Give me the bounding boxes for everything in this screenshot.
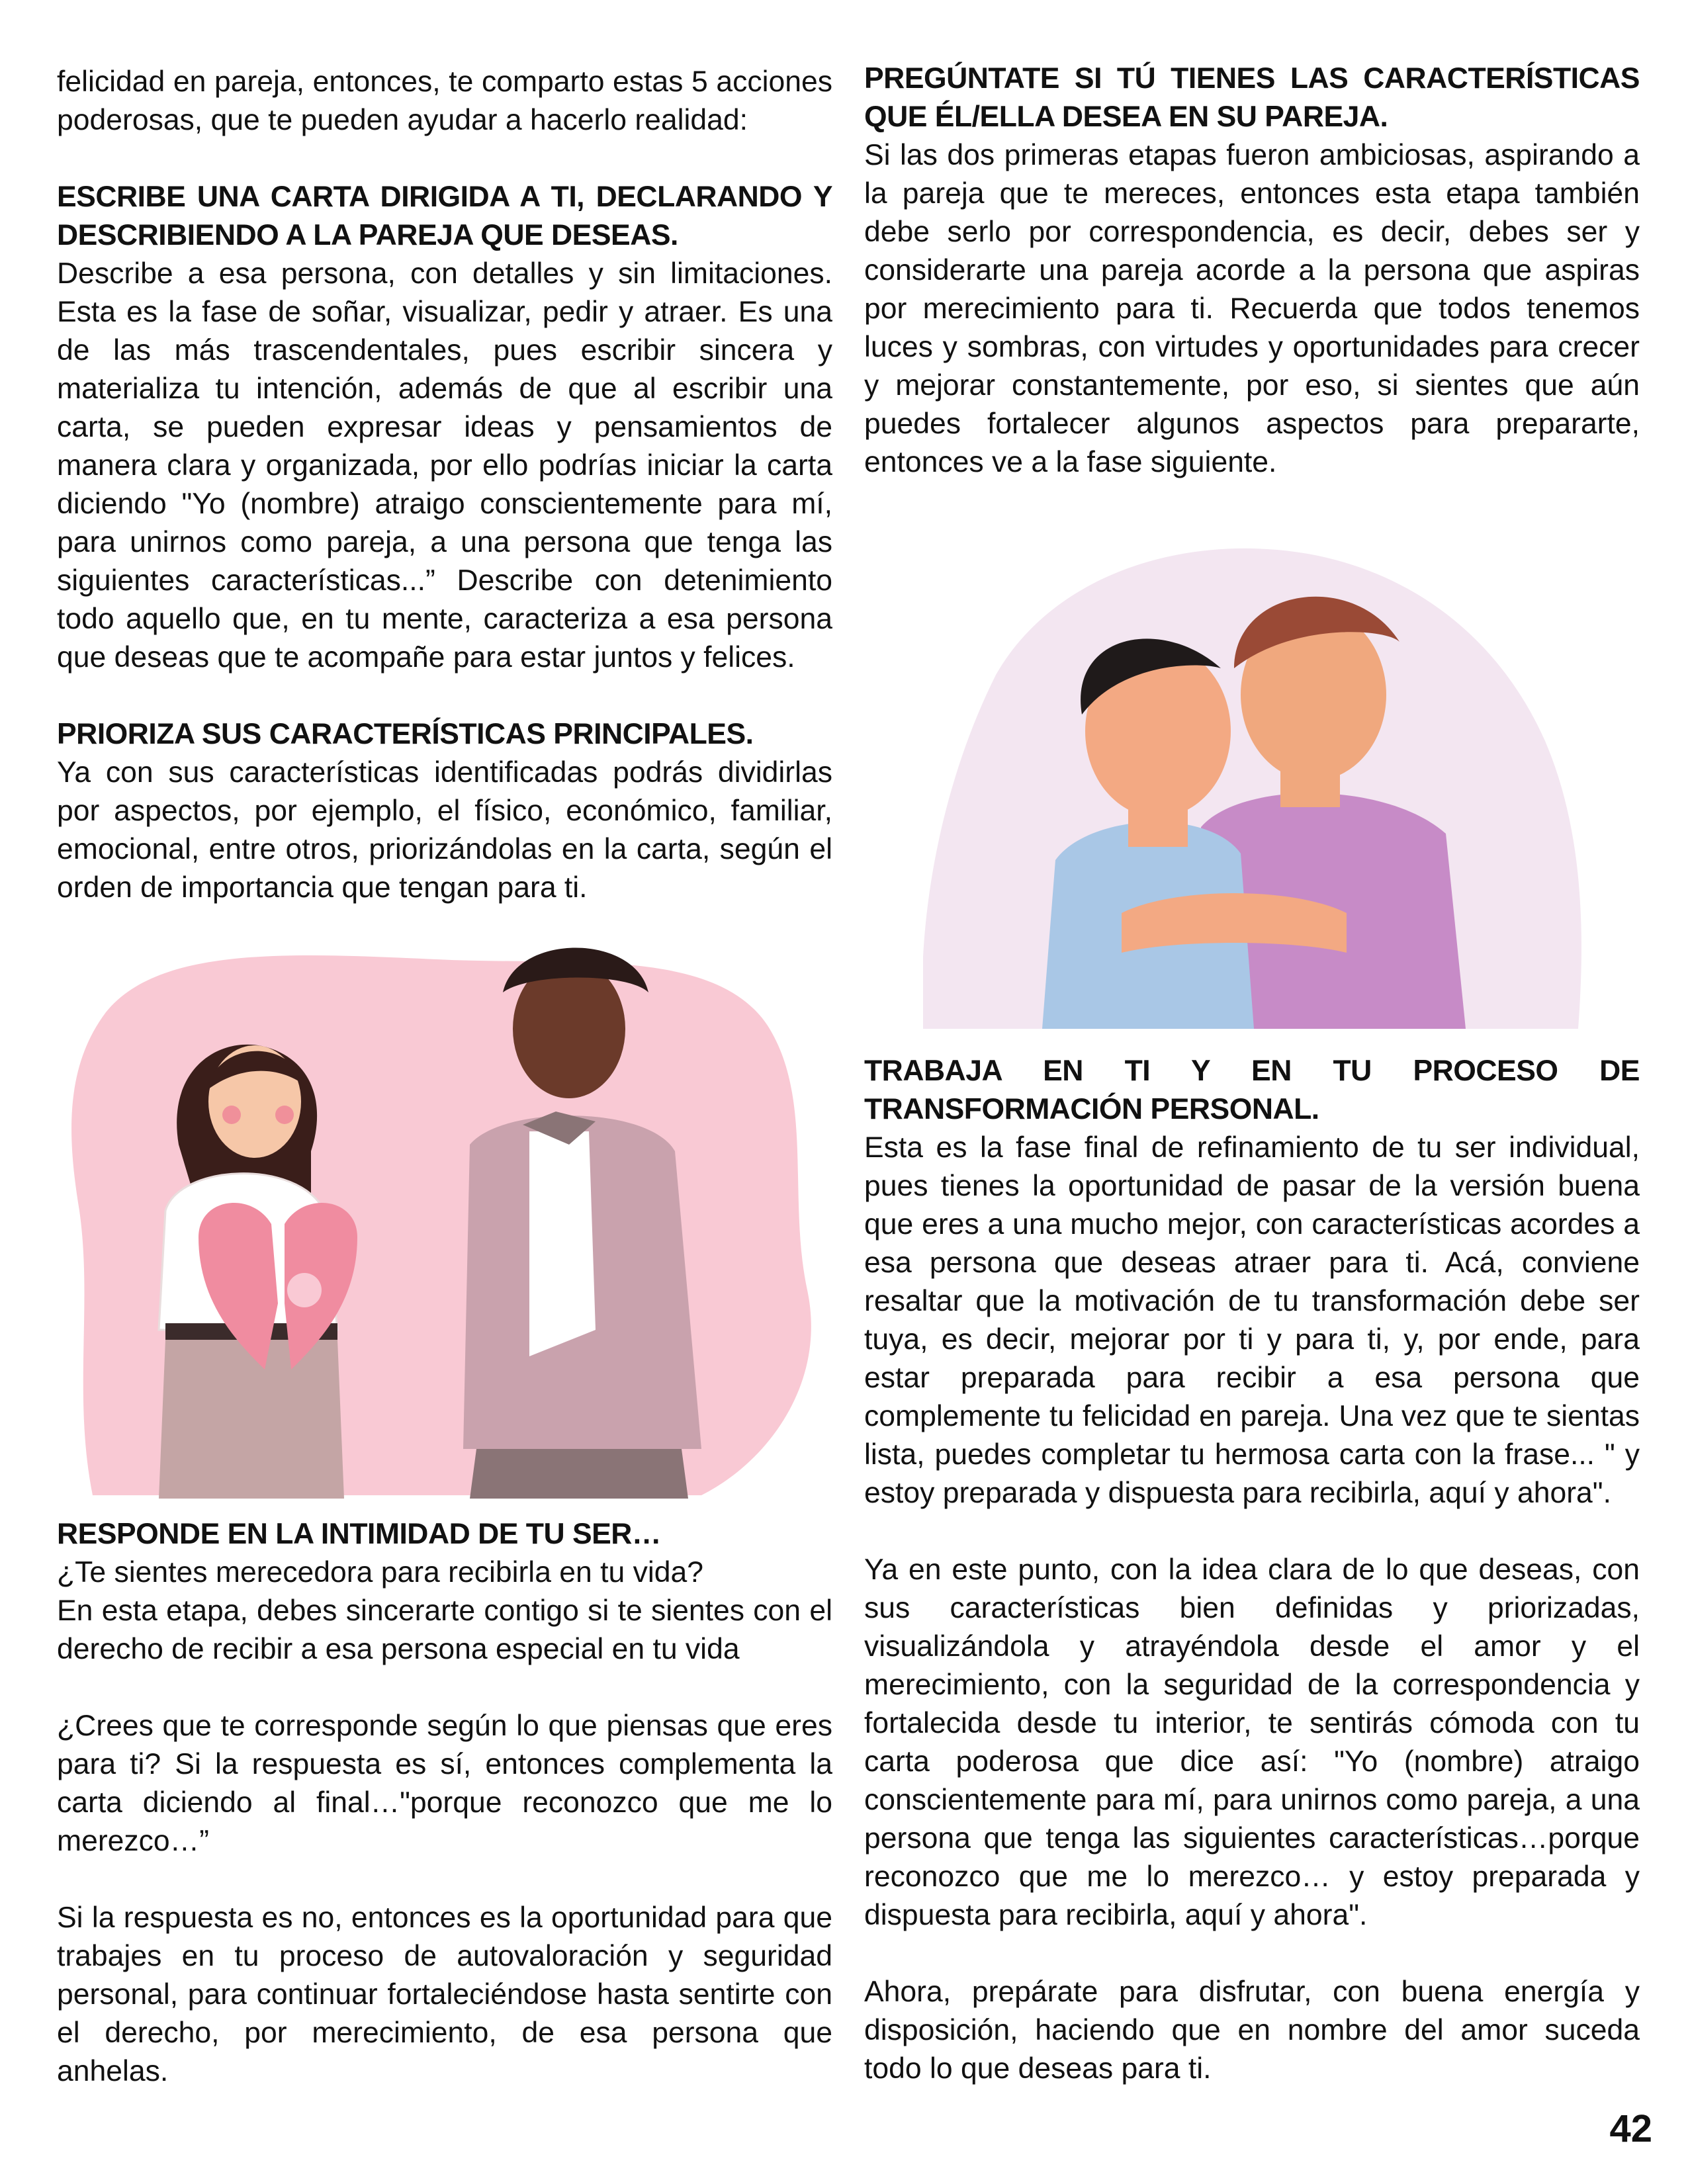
section-3-question: ¿Te sientes merecedora para recibirla en tu vida? [57,1556,704,1589]
couple-hug-illustration [923,543,1591,1029]
section-5-heading: TRABAJA EN TI Y EN TU PROCESO DE TRANSFORMACIÓN PERSONAL. [864,1055,1640,1125]
section-1-body: Describe a esa persona, con detalles y sin limitaciones. Esta es la fase de soñar, visualizar, pedir y atraer. Es una de las más trascendentales, pues escribir sincera y materializa tu intención, además de que al escribir una carta, se pueden expresar ideas y pensamientos de manera clara y organizada, por ello podrías iniciar la carta diciendo "Yo (nombre) atraigo conscientemente para mí, para unirnos como pareja, a una persona que tenga las siguientes características...” Describe con detenimiento todo aquello que, en tu mente, caracteriza a esa persona que deseas que te acompañe para estar juntos y felices. [57,257,832,674]
section-5-body: Esta es la fase final de refinamiento de tu ser individual, pues tienes la oportunidad de pasar de la versión buena que eres a una mucho mejor, con características acordes a esa persona que deseas atraer para ti. Acá, conviene resaltar que la motivación de tu transformación debe ser tuya, es decir, mejorar por ti y para ti, y, por ende, para estar preparada para recibir a esa persona que complemente tu felicidad en pareja. Una vez que te sientas lista, puedes completar tu hermosa carta con la frase... " y estoy preparada y dispuesta para recibirla, aquí y ahora". [864,1131,1640,1509]
right-column-lower [864,1052,1640,2088]
section-4-body: Si las dos primeras etapas fueron ambiciosas, aspirando a la pareja que te mereces, entonces esta etapa también debe serlo por correspondencia, es decir, debes ser y considerarte una pareja acorde a la persona que aspiras por merecimiento para ti. Recuerda que todos tenemos luces y sombras, con virtudes y oportunidades para crecer y mejorar constantemente, por eso, si sientes que aún puedes fortalecer algunos aspectos para prepararte, entonces ve a la fase siguiente. [864,139,1640,478]
section-4-heading: PREGÚNTATE SI TÚ TIENES LAS CARACTERÍSTICAS QUE ÉL/ELLA DESEA EN SU PAREJA. [864,62,1640,133]
left-column [57,63,832,907]
intro-paragraph: felicidad en pareja, entonces, te comparto estas 5 acciones poderosas, que te pueden ayudar a hacerlo realidad: [57,66,832,136]
page-number: 42 [1609,2107,1652,2150]
section-3-paragraph-1: En esta etapa, debes sincerarte contigo si te sientes con el derecho de recibir a esa persona especial en tu vida [57,1594,832,1665]
section-3-paragraph-3: Si la respuesta es no, entonces es la oportunidad para que trabajes en tu proceso de autovaloración y seguridad personal, para continuar fortaleciéndose hasta sentirte con el derecho, por merecimiento, de esa persona que anhelas. [57,1901,832,2087]
final-paragraph-2: Ahora, prepárate para disfrutar, con buena energía y disposición, haciendo que en nombre del amor suceda todo lo que deseas para ti. [864,1976,1640,2085]
couple-puzzle-heart-illustration [66,933,834,1499]
section-3-heading: RESPONDE EN LA INTIMIDAD DE TU SER… [57,1518,661,1550]
final-paragraph-1: Ya en este punto, con la idea clara de lo que deseas, con sus características bien definidas y priorizadas, visualizándola y atrayéndola desde el amor y el merecimiento, con la seguridad de la correspondencia y fortalecida desde tu interior, te sentirás cómoda con tu carta poderosa que dice así: "Yo (nombre) atraigo conscientemente para mí, para unirnos como pareja, a una persona que tenga las siguientes características…porque reconozco que me lo merezco… y estoy preparada y dispuesta para recibirla, aquí y ahora". [864,1553,1640,1931]
section-3-paragraph-2: ¿Crees que te corresponde según lo que piensas que eres para ti? Si la respuesta es sí, entonces complementa la carta diciendo al final…"porque reconozco que me lo merezco…” [57,1710,832,1857]
section-1-heading: ESCRIBE UNA CARTA DIRIGIDA A TI, DECLARANDO Y DESCRIBIENDO A LA PAREJA QUE DESEAS. [57,181,832,251]
right-column [864,60,1640,482]
section-2-body: Ya con sus características identificadas podrás dividirlas por aspectos, por ejemplo, el físico, económico, familiar, emocional, entre otros, priorizándolas en la carta, según el orden de importancia que tengan para ti. [57,756,832,904]
section-2-heading: PRIORIZA SUS CARACTERÍSTICAS PRINCIPALES. [57,718,754,750]
left-column-lower [57,1515,832,2091]
